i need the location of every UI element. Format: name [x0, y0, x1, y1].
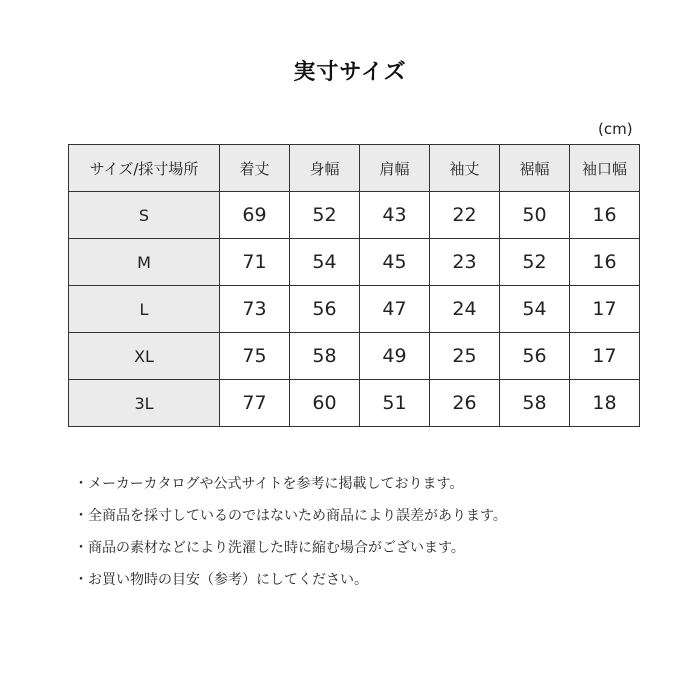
- table-row: [69, 192, 640, 239]
- table-cell: 47: [360, 286, 430, 333]
- row-size-label: M: [69, 239, 220, 286]
- table-cell: 54: [290, 239, 360, 286]
- table-cell: 43: [360, 192, 430, 239]
- table-cell: 52: [290, 192, 360, 239]
- row-size-label: 3L: [69, 380, 220, 427]
- column-header: 身幅: [290, 145, 360, 192]
- table-cell: 45: [360, 239, 430, 286]
- header-size-measurement: サイズ/採寸場所: [69, 145, 220, 192]
- notes-list: [74, 472, 507, 600]
- note-item: ・メーカーカタログや公式サイトを参考に掲載しております。: [74, 476, 464, 492]
- table-cell: 17: [570, 333, 640, 380]
- table-cell: 71: [220, 239, 290, 286]
- table-cell: 50: [500, 192, 570, 239]
- note-item: ・商品の素材などにより洗濯した時に縮む場合がございます。: [74, 540, 465, 556]
- row-size-label: XL: [69, 333, 220, 380]
- note-item: ・お買い物時の目安（参考）にしてください。: [74, 572, 368, 588]
- table-cell: 56: [500, 333, 570, 380]
- table-cell: 56: [290, 286, 360, 333]
- table-cell: 25: [430, 333, 500, 380]
- table-cell: 69: [220, 192, 290, 239]
- table-cell: 75: [220, 333, 290, 380]
- table-cell: 52: [500, 239, 570, 286]
- table-cell: 51: [360, 380, 430, 427]
- table-cell: 60: [290, 380, 360, 427]
- size-chart-table: [68, 144, 640, 427]
- column-header: 裾幅: [500, 145, 570, 192]
- table-cell: 77: [220, 380, 290, 427]
- table-cell: 58: [500, 380, 570, 427]
- table-row: [69, 286, 640, 333]
- table-cell: 54: [500, 286, 570, 333]
- table-cell: 17: [570, 286, 640, 333]
- row-size-label: L: [69, 286, 220, 333]
- note-item: ・全商品を採寸しているのではないため商品により誤差があります。: [74, 508, 507, 524]
- table-cell: 73: [220, 286, 290, 333]
- table-cell: 24: [430, 286, 500, 333]
- table-cell: 23: [430, 239, 500, 286]
- table-cell: 58: [290, 333, 360, 380]
- table-row: [69, 333, 640, 380]
- column-header: 袖口幅: [570, 145, 640, 192]
- column-header: 肩幅: [360, 145, 430, 192]
- table-row: [69, 239, 640, 286]
- table-header-row: [69, 145, 640, 192]
- table-cell: 22: [430, 192, 500, 239]
- column-header: 袖丈: [430, 145, 500, 192]
- page-title: 実寸サイズ: [293, 60, 407, 85]
- unit-label: (cm): [598, 120, 633, 138]
- table-cell: 26: [430, 380, 500, 427]
- table-cell: 49: [360, 333, 430, 380]
- table-cell: 16: [570, 239, 640, 286]
- table-cell: 16: [570, 192, 640, 239]
- column-header: 着丈: [220, 145, 290, 192]
- table-cell: 18: [570, 380, 640, 427]
- table-row: [69, 380, 640, 427]
- row-size-label: S: [69, 192, 220, 239]
